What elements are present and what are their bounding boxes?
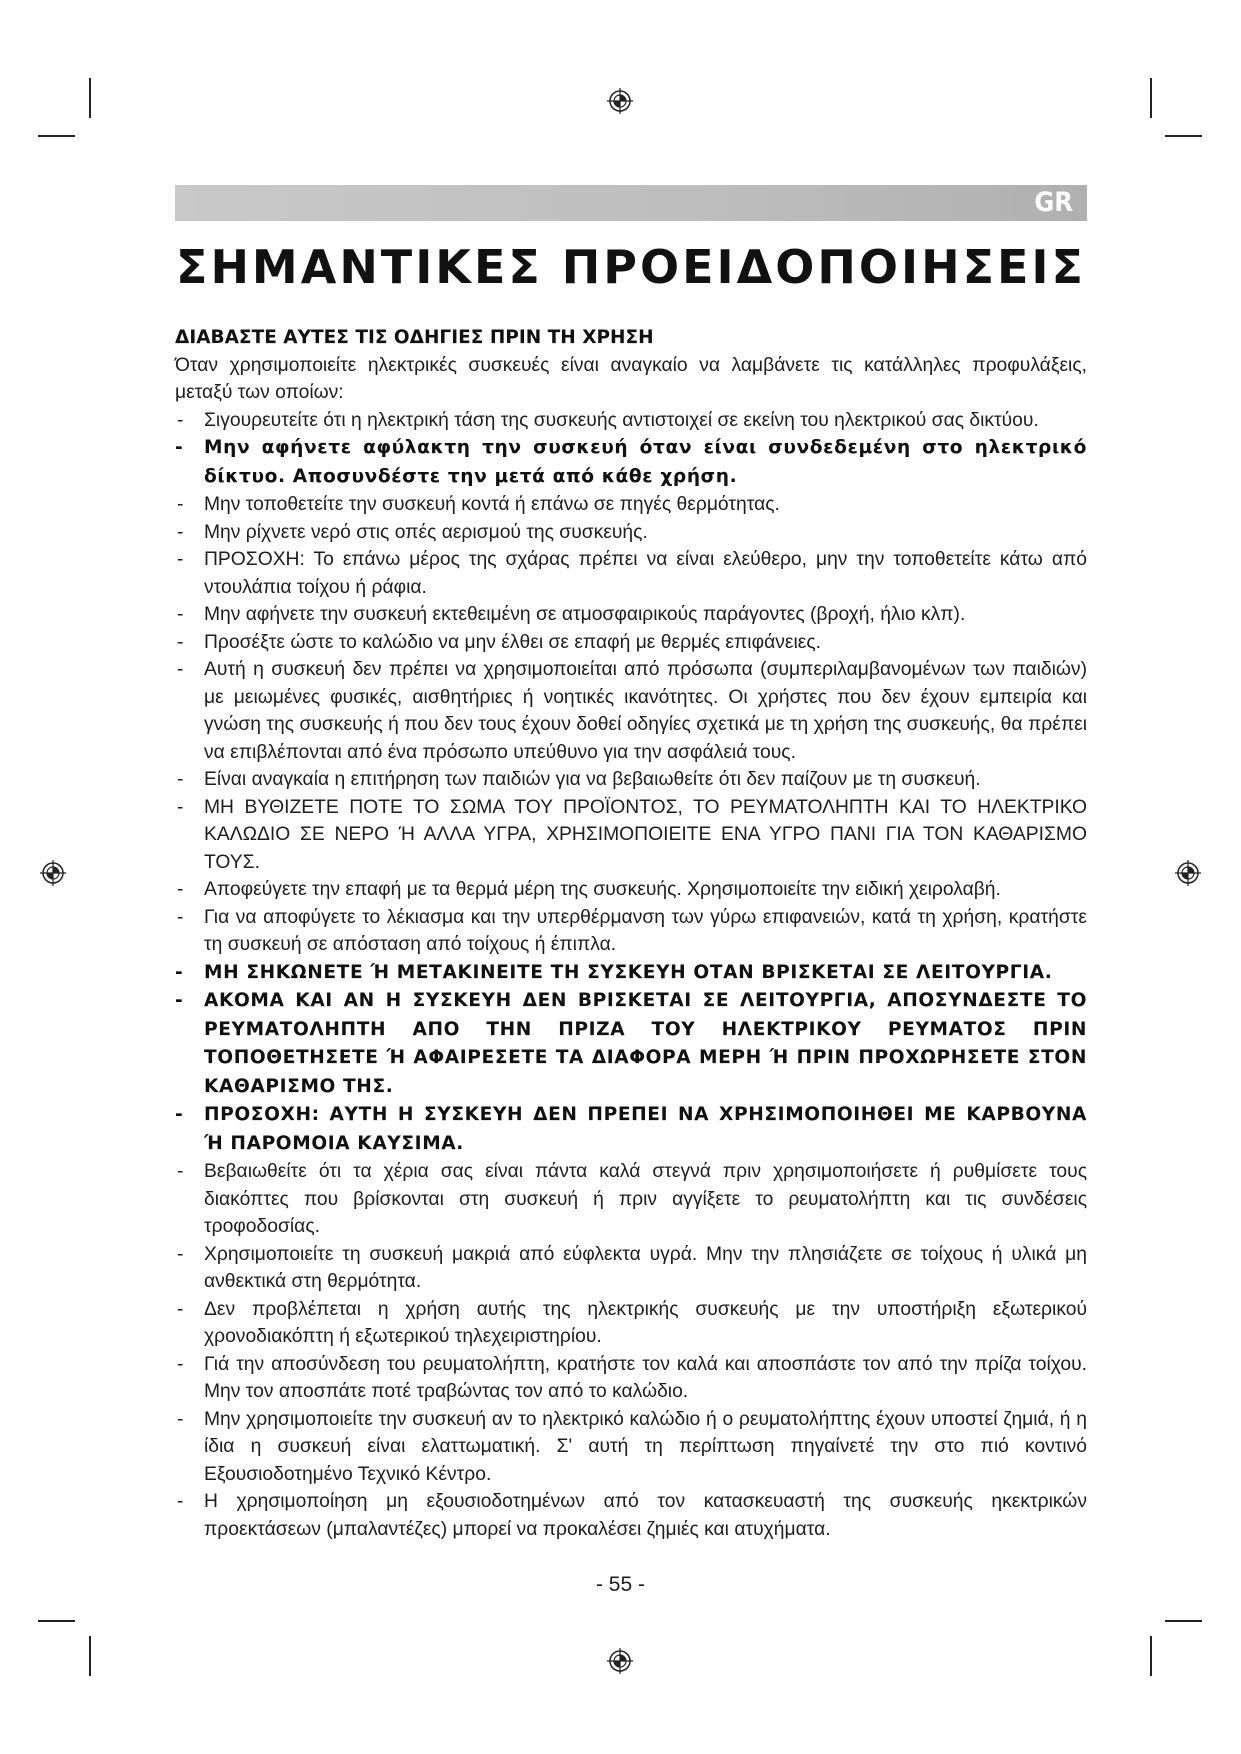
page-title: ΣΗΜΑΝΤΙΚΕΣ ΠΡΟΕΙΔΟΠΟΙΗΣΕΙΣ [176, 240, 1086, 294]
warning-list [175, 407, 1087, 1544]
registration-mark-icon [40, 860, 66, 886]
warning-item: - Μην αφήνετε την συσκευή εκτεθειμένη σε ατμοσφαιρικούς παράγοντες (βροχή, ήλιο κλπ). [175, 601, 1087, 629]
language-code: GR [1034, 187, 1073, 218]
warning-item: - Δεν προβλέπεται η χρήση αυτής της ηλεκτρικής συσκευής με την υποστήριξη εξωτερικού χρονοδιακόπτη ή εξωτερικού τηλεχειριστηρίου. [175, 1296, 1087, 1351]
registration-mark-icon [1175, 860, 1201, 886]
warning-item: - Μην ρίχνετε νερό στις οπές αερισμού της συσκευής. [175, 519, 1087, 547]
crop-mark-bottom-right-horizontal [1165, 1620, 1202, 1622]
warning-item-emphasized: - Μην αφήνετε αφύλακτη την συσκευή όταν είναι συνδεδεμένη στο ηλεκτρικό δίκτυο. Αποσυνδέστε την μετά από κάθε χρήση. [175, 434, 1087, 491]
warning-item-emphasized: - ΠΡΟΣΟΧΗ: ΑΥΤΗ Η ΣΥΣΚΕΥΗ ΔΕΝ ΠΡΕΠΕΙ ΝΑ ΧΡΗΣΙΜΟΠΟΙΗΘΕΙ ΜΕ ΚΑΡΒΟΥΝΑ Ή ΠΑΡΟΜΟΙΑ ΚΑΥΣΙΜΑ. [175, 1101, 1087, 1158]
intro-paragraph: Όταν χρησιμοποιείτε ηλεκτρικές συσκευές είναι αναγκαίο να λαμβάνετε τις κατάλληλες προφυλάξεις, μεταξύ των οποίων: [175, 354, 1087, 403]
document-body [175, 324, 1087, 1543]
warning-item: - Η χρησιμοποίηση μη εξουσιοδοτημένων από τον κατασκευαστή της συσκευής ηκεκτρικών προεκτάσεων (μπαλαντέζες) μπορεί να προκαλέσει ζημιές και ατυχήματα. [175, 1488, 1087, 1543]
page-number: - 55 - [595, 1573, 645, 1596]
warning-item: - Αποφεύγετε την επαφή με τα θερμά μέρη της συσκευής. Χρησιμοποιείτε την ειδική χειρολαβή. [175, 876, 1087, 904]
warning-item: - Αυτή η συσκευή δεν πρέπει να χρησιμοποιείται από πρόσωπα (συμπεριλαμβανομένων των παιδιών) με μειωμένες φυσικές, αισθητήριες ή νοητικές ικανότητες. Οι χρήστες που δεν έχουν εμπειρία και γνώση της συσκευής ή που δεν τους έχουν δοθεί οδηγίες σχετικά με τη χρήση της συσκευής, θα πρέπει να επιβλέπονται από ένα πρόσωπο υπεύθυνο για την ασφάλειά τους. [175, 656, 1087, 766]
warning-item: - ΠΡΟΣΟΧΗ: Το επάνω μέρος της σχάρας πρέπει να είναι ελεύθερο, μην την τοποθετείτε κάτω από ντουλάπια τοίχου ή ράφια. [175, 546, 1087, 601]
warning-item: - Μην τοποθετείτε την συσκευή κοντά ή επάνω σε πηγές θερμότητας. [175, 491, 1087, 519]
warning-item: - Χρησιμοποιείτε τη συσκευή μακριά από εύφλεκτα υγρά. Μην την πλησιάζετε σε τοίχους ή υλικά μη ανθεκτικά στη θερμότητα. [175, 1241, 1087, 1296]
crop-mark-bottom-left-vertical [89, 1636, 91, 1676]
section-heading: ΔΙΑΒΑΣΤΕ ΑΥΤΕΣ ΤΙΣ ΟΔΗΓΙΕΣ ΠΡΙΝ ΤΗ ΧΡΗΣΗ [175, 327, 654, 348]
crop-mark-bottom-right-vertical [1150, 1636, 1152, 1676]
registration-mark-icon [607, 1648, 633, 1674]
warning-item: - Για να αποφύγετε το λέκιασμα και την υπερθέρμανση των γύρω επιφανειών, κατά τη χρήση, κρατήστε τη συσκευή σε απόσταση από τοίχους ή έπιπλα. [175, 904, 1087, 959]
warning-item: - Προσέξτε ώστε το καλώδιο να μην έλθει σε επαφή με θερμές επιφάνειες. [175, 629, 1087, 657]
warning-item-emphasized: - ΜΗ ΣΗΚΩΝΕΤΕ Ή ΜΕΤΑΚΙΝΕΙΤΕ ΤΗ ΣΥΣΚΕΥΗ ΟΤΑΝ ΒΡΙΣΚΕΤΑΙ ΣΕ ΛΕΙΤΟΥΡΓΙΑ. [175, 959, 1087, 988]
crop-mark-bottom-left-horizontal [38, 1620, 75, 1622]
warning-item: - Μην χρησιμοποιείτε την συσκευή αν το ηλεκτρικό καλώδιο ή ο ρευματολήπτης έχουν υποστεί ζημιά, ή η ίδια η συσκευή είναι ελαττωματική. Σ' αυτή τη περίπτωση πηγαίνετέ την στο πιό κοντινό Εξουσιοδοτημένο Τεχνικό Κέντρο. [175, 1406, 1087, 1489]
crop-mark-top-left-vertical [89, 78, 91, 118]
crop-mark-top-right-horizontal [1165, 135, 1202, 137]
language-header-bar [175, 185, 1087, 221]
warning-item: - Είναι αναγκαία η επιτήρηση των παιδιών για να βεβαιωθείτε ότι δεν παίζουν με τη συσκευή. [175, 766, 1087, 794]
warning-item: - Γιά την αποσύνδεση του ρευματολήπτη, κρατήστε τον καλά και αποσπάστε τον από την πρίζα τοίχου. Μην τον αποσπάτε ποτέ τραβώντας τον από το καλώδιο. [175, 1351, 1087, 1406]
registration-mark-icon [607, 88, 633, 114]
warning-item: - Βεβαιωθείτε ότι τα χέρια σας είναι πάντα καλά στεγνά πριν χρησιμοποιήσετε ή ρυθμίσετε τους διακόπτες που βρίσκονται στη συσκευή ή πριν αγγίξετε το ρευματολήπτη και τις συνδέσεις τροφοδοσίας. [175, 1158, 1087, 1241]
warning-item-emphasized: - ΑΚΟΜΑ ΚΑΙ ΑΝ Η ΣΥΣΚΕΥΗ ΔΕΝ ΒΡΙΣΚΕΤΑΙ ΣΕ ΛΕΙΤΟΥΡΓΙΑ, ΑΠΟΣΥΝΔΕΣΤΕ ΤΟ ΡΕΥΜΑΤΟΛΗΠΤΗ ΑΠΟ ΤΗΝ ΠΡΙΖΑ ΤΟΥ ΗΛΕΚΤΡΙΚΟΥ ΡΕΥΜΑΤΟΣ ΠΡΙΝ ΤΟΠΟΘΕΤΗΣΕΤΕ Ή ΑΦΑΙΡΕΣΕΤΕ ΤΑ ΔΙΑΦΟΡΑ ΜΕΡΗ Ή ΠΡΙΝ ΠΡΟΧΩΡΗΣΕΤΕ ΣΤΟΝ ΚΑΘΑΡΙΣΜΟ ΤΗΣ. [175, 987, 1087, 1101]
warning-item: - Σιγουρευτείτε ότι η ηλεκτρική τάση της συσκευής αντιστοιχεί σε εκείνη του ηλεκτρικού σας δικτύου. [175, 407, 1087, 435]
warning-item: - ΜΗ ΒΥΘΙΖΕΤΕ ΠΟΤΕ ΤΟ ΣΩΜΑ ΤΟΥ ΠΡΟΪΟΝΤΟΣ, ΤΟ ΡΕΥΜΑΤΟΛΗΠΤΗ ΚΑΙ ΤΟ ΗΛΕΚΤΡΙΚΟ ΚΑΛΩΔΙΟ ΣΕ ΝΕΡΟ Ή ΑΛΛΑ ΥΓΡΑ, ΧΡΗΣΙΜΟΠΟΙΕΙΤΕ ΕΝΑ ΥΓΡΟ ΠΑΝΙ ΓΙΑ ΤΟΝ ΚΑΘΑΡΙΣΜΟ ΤΟΥΣ. [175, 794, 1087, 877]
crop-mark-top-right-vertical [1150, 78, 1152, 118]
crop-mark-top-left-horizontal [38, 135, 75, 137]
